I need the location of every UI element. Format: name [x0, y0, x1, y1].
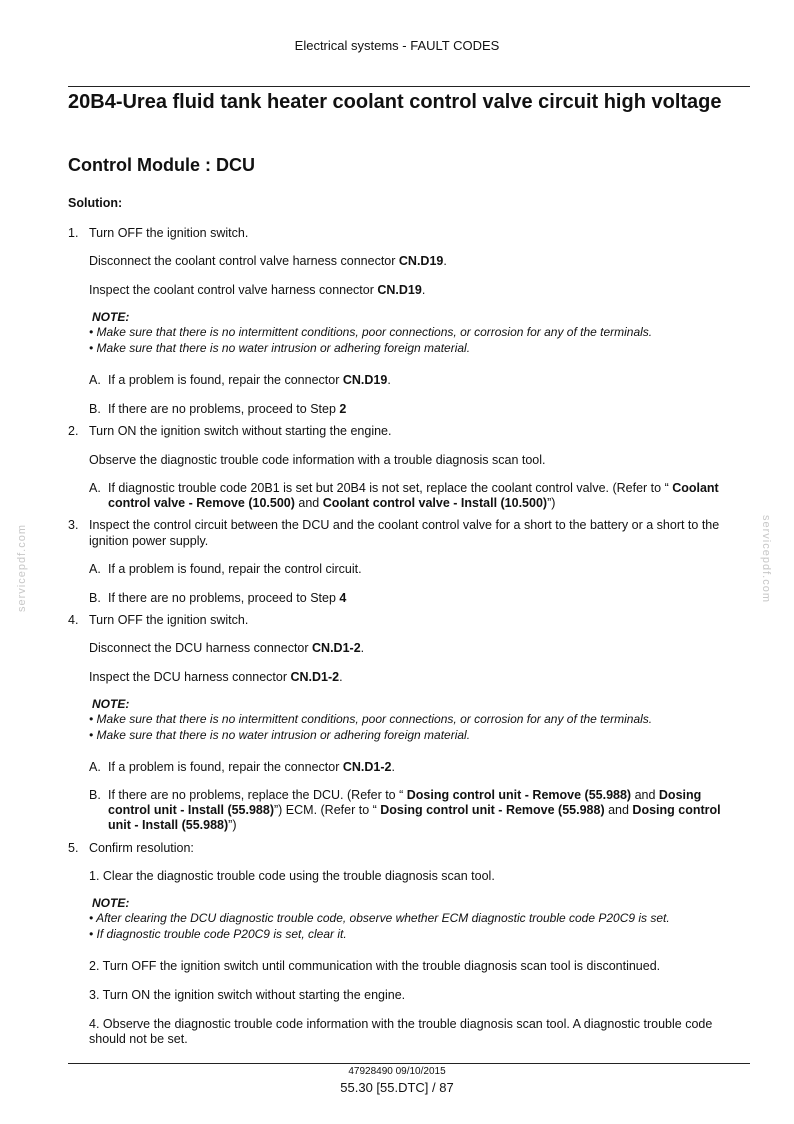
note-label: NOTE: — [92, 896, 130, 910]
step-number: 1. — [68, 226, 79, 240]
footer-rule — [68, 1063, 750, 1064]
sub-instruction: 2. Turn OFF the ignition switch until communication with the trouble diagnosis scan tool is discontinued. — [89, 959, 661, 973]
substep-label: A. — [89, 373, 101, 387]
step-text: Confirm resolution: — [89, 841, 194, 855]
substep-label: A. — [89, 760, 101, 774]
step-number: 4. — [68, 613, 79, 627]
note-label: NOTE: — [92, 697, 130, 711]
substep-text: If a problem is found, repair the connector CN.D19. — [108, 373, 391, 387]
instruction-paragraph: Inspect the DCU harness connector CN.D1-2. — [89, 670, 343, 684]
note-line: • Make sure that there is no water intrusion or adhering foreign material. — [89, 728, 471, 742]
substep-text-continued: unit - Install (55.988)”) — [108, 818, 237, 832]
watermark-left: servicepdf.com — [15, 524, 28, 612]
substep-label: A. — [89, 562, 101, 576]
step-text: Turn ON the ignition switch without starting the engine. — [89, 424, 392, 438]
watermark-right: servicepdf.com — [759, 515, 772, 603]
step-number: 2. — [68, 424, 79, 438]
note-line: • After clearing the DCU diagnostic trouble code, observe whether ECM diagnostic trouble code P20C9 is set. — [89, 911, 670, 925]
sub-instruction: 4. Observe the diagnostic trouble code information with the trouble diagnosis scan tool. A diagnostic trouble code — [89, 1017, 713, 1031]
running-header: Electrical systems - FAULT CODES — [294, 38, 500, 53]
substep-text: If there are no problems, proceed to Step 2 — [108, 402, 347, 416]
page-number: 55.30 [55.DTC] / 87 — [340, 1080, 454, 1095]
instruction-paragraph: Disconnect the coolant control valve harness connector CN.D19. — [89, 254, 447, 268]
substep-text: If a problem is found, repair the control circuit. — [108, 562, 362, 576]
solution-label: Solution: — [68, 196, 123, 210]
step-text: Turn OFF the ignition switch. — [89, 226, 249, 240]
control-module-heading: Control Module : DCU — [68, 155, 255, 175]
substep-label: B. — [89, 591, 101, 605]
sub-instruction-continued: should not be set. — [89, 1032, 188, 1046]
step-text-continued: ignition power supply. — [89, 534, 209, 548]
note-line: • Make sure that there is no intermittent conditions, poor connections, or corrosion for any of the terminals. — [89, 712, 653, 726]
substep-text-continued: control valve - Remove (10.500) and Coolant control valve - Install (10.500)”) — [108, 496, 556, 510]
note-label: NOTE: — [92, 310, 130, 324]
instruction-paragraph: Observe the diagnostic trouble code information with a trouble diagnosis scan tool. — [89, 453, 546, 467]
note-line: • Make sure that there is no intermittent conditions, poor connections, or corrosion for any of the terminals. — [89, 325, 653, 339]
header-rule — [68, 86, 750, 87]
step-number: 3. — [68, 518, 79, 532]
substep-label: A. — [89, 481, 101, 495]
note-line: • If diagnostic trouble code P20C9 is set, clear it. — [89, 927, 347, 941]
document-id: 47928490 09/10/2015 — [348, 1066, 446, 1077]
step-text: Inspect the control circuit between the DCU and the coolant control valve for a short to the battery or a short to the — [89, 518, 720, 532]
substep-text: If there are no problems, replace the DCU. (Refer to “ Dosing control unit - Remove (55.988) and Dosing — [108, 788, 702, 802]
note-line: • Make sure that there is no water intrusion or adhering foreign material. — [89, 341, 471, 355]
page-title: 20B4-Urea fluid tank heater coolant control valve circuit high voltage — [68, 91, 722, 113]
substep-label: B. — [89, 788, 101, 802]
substep-text: If a problem is found, repair the connector CN.D1-2. — [108, 760, 395, 774]
substep-label: B. — [89, 402, 101, 416]
step-number: 5. — [68, 841, 79, 855]
instruction-paragraph: Disconnect the DCU harness connector CN.D1-2. — [89, 641, 365, 655]
substep-text: If diagnostic trouble code 20B1 is set but 20B4 is not set, replace the coolant control valve. (Refer to “ Coolant — [108, 481, 719, 495]
sub-instruction: 3. Turn ON the ignition switch without starting the engine. — [89, 988, 406, 1002]
step-text: Turn OFF the ignition switch. — [89, 613, 249, 627]
substep-text: If there are no problems, proceed to Step 4 — [108, 591, 347, 605]
instruction-paragraph: Inspect the coolant control valve harness connector CN.D19. — [89, 283, 426, 297]
sub-instruction: 1. Clear the diagnostic trouble code using the trouble diagnosis scan tool. — [89, 869, 495, 883]
substep-text-continued: control unit - Install (55.988)”) ECM. (Refer to “ Dosing control unit - Remove (55.988) and Dosing control — [108, 803, 721, 817]
